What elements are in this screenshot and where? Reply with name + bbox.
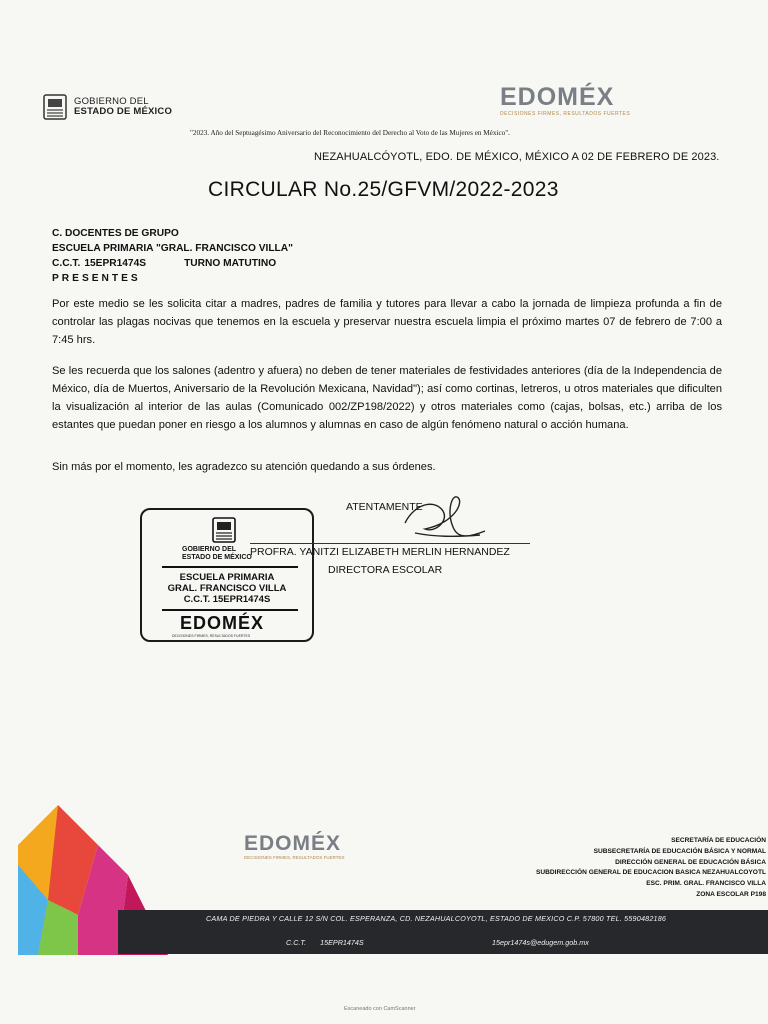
stamp-gov-line1: GOBIERNO DEL <box>182 546 237 553</box>
stamp-school-info <box>142 572 312 605</box>
addressee-block <box>52 226 293 286</box>
stamp-gov-text <box>182 546 252 562</box>
footer-email: 15epr1474s@edugem.gob.mx <box>492 938 589 947</box>
addressee-line1: C. DOCENTES DE GRUPO <box>52 228 179 239</box>
scanner-watermark: Escaneado con CamScanner <box>344 1006 416 1012</box>
footer-brand: EDOMÉX <box>244 832 342 855</box>
government-logo-text <box>74 97 172 117</box>
stamp-school-line1: ESCUELA PRIMARIA <box>179 572 275 583</box>
footer-cct <box>286 938 364 947</box>
edomex-brand-logo <box>500 84 650 117</box>
signer-name: PROFRA. YANITZI ELIZABETH MERLIN HERNANDEZ <box>250 546 510 558</box>
edomex-tagline: DECISIONES FIRMES, RESULTADOS FUERTES <box>500 111 631 117</box>
footer-brand-tagline: DECISIONES FIRMES, RESULTADOS FUERTES <box>244 855 345 860</box>
office-line: ZONA ESCOLAR P198 <box>696 890 766 898</box>
stamp-school-line3: C.C.T. 15EPR1474S <box>183 594 271 605</box>
office-line: SUBDIRECCIÓN GENERAL DE EDUCACION BASICA NEZAHUALCOYOTL <box>535 869 766 877</box>
signer-role: DIRECTORA ESCOLAR <box>328 564 443 576</box>
cct-value: 15EPR1474S <box>84 258 147 269</box>
circular-title: CIRCULAR No.25/GFVM/2022-2023 <box>208 178 559 201</box>
footer-cct-value: 15EPR1474S <box>320 938 364 947</box>
body-paragraph-1: Por este medio se les solicita citar a madres, padres de familia y tutores para llevar a cabo la jornada de limpieza profunda a fin de controlar las plagas nocivas que tenemos en la escuela y preservar nuestra escuela limpia el próximo martes 07 de febrero de 7:00 a 7:45 hrs. <box>52 298 722 346</box>
year-motto: "2023. Año del Septuagésimo Aniversario del Reconocimiento del Derecho al Voto de las Mujeres en México". <box>190 129 510 137</box>
edomex-wordmark: EDOMÉX <box>500 83 615 111</box>
stamp-divider-2 <box>162 609 298 611</box>
cct-label: C.C.T. <box>52 258 81 269</box>
place-date: NEZAHUALCÓYOTL, EDO. DE MÉXICO, MÉXICO A 02 DE FEBRERO DE 2023. <box>314 151 720 163</box>
handwritten-signature <box>395 493 495 549</box>
stamp-seal-icon <box>210 516 238 544</box>
addressee-cct-row <box>52 256 293 271</box>
state-seal-icon <box>42 93 68 121</box>
body-paragraph-2: Se les recuerda que los salones (adentro y afuera) no deben de tener materiales de festividades anteriores (día de la Independencia de México, día de Muertos, Aniversario de la Revolución Mexicana, Navidad"); así como cortinas, letreros, u otros materiales que dificulten la visualización al interior de las aulas (Comunicado 002/ZP198/2022) y otros materiales como (cajas, bolsas, etc.) arriba de los estantes que puedan poner en riesgo a los alumnos y alumnas en caso de algún fenómeno natural o acción humana. <box>52 365 722 431</box>
school-stamp <box>140 508 314 642</box>
office-line: SUBSECRETARÍA DE EDUCACIÓN BÁSICA Y NORMAL <box>593 847 766 855</box>
footer-cct-label: C.C.T. <box>286 938 307 947</box>
signature-line <box>250 543 530 544</box>
shift-label: TURNO MATUTINO <box>184 258 277 269</box>
office-hierarchy <box>536 836 766 901</box>
body-paragraph-3: Sin más por el momento, les agradezco su atención quedando a sus órdenes. <box>52 461 436 473</box>
closing: ATENTAMENTE <box>346 501 423 513</box>
greeting: PRESENTES <box>52 273 141 284</box>
footer-address: CAMA DE PIEDRA Y CALLE 12 S/N COL. ESPERANZA, CD. NEZAHUALCOYOTL, ESTADO DE MEXICO C.P. 57800 TEL. 5590482186 <box>206 914 667 923</box>
office-line: ESC. PRIM. GRAL. FRANCISCO VILLA <box>646 880 766 888</box>
office-line: SECRETARÍA DE EDUCACIÓN <box>671 837 766 844</box>
stamp-divider <box>162 566 298 568</box>
government-logo <box>42 93 172 121</box>
stamp-school-line2: GRAL. FRANCISCO VILLA <box>167 583 287 594</box>
gov-logo-line2: ESTADO DE MÉXICO <box>74 106 173 117</box>
office-line: DIRECCIÓN GENERAL DE EDUCACIÓN BÁSICA <box>615 858 766 866</box>
stamp-gov-line2: ESTADO DE MÉXICO <box>182 554 252 561</box>
stamp-brand-tagline: DECISIONES FIRMES, RESULTADOS FUERTES <box>172 634 251 638</box>
stamp-brand: EDOMÉX <box>180 613 265 633</box>
addressee-line2: ESCUELA PRIMARIA "GRAL. FRANCISCO VILLA" <box>52 243 293 254</box>
gov-logo-line1: GOBIERNO DEL <box>74 96 149 107</box>
